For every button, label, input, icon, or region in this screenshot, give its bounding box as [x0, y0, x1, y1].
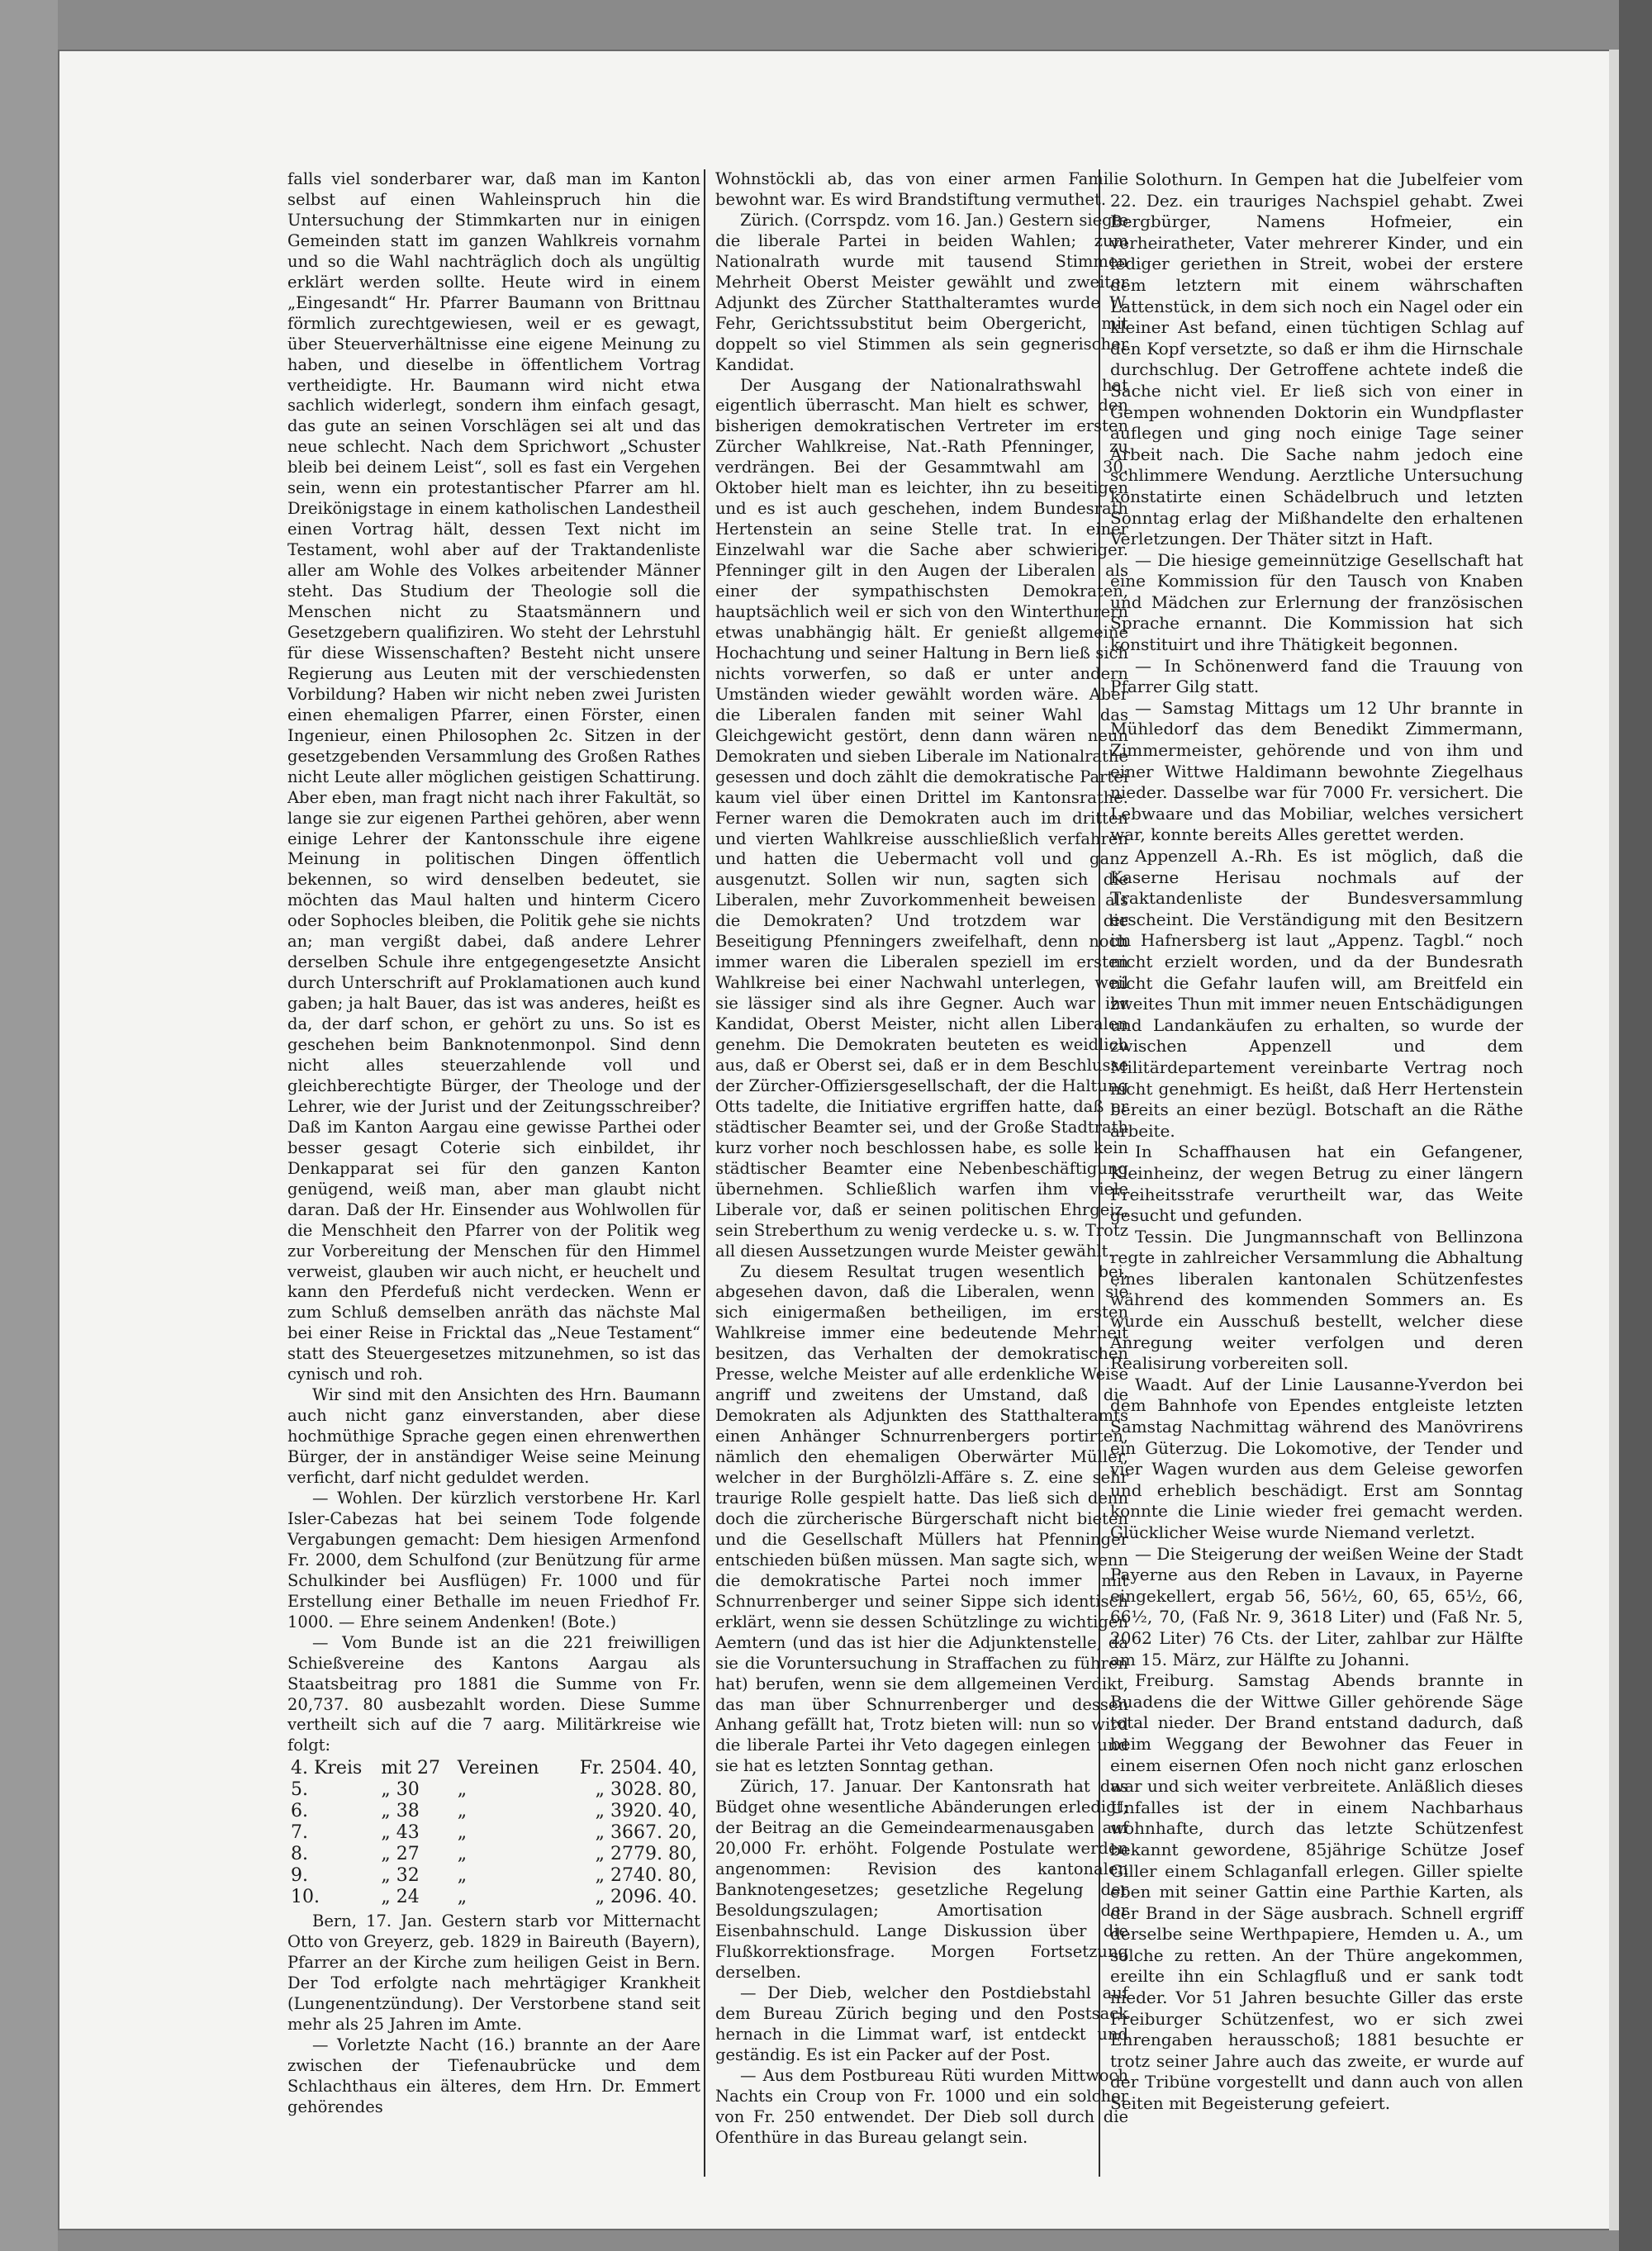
table-cell: „ 3028. 80,	[595, 1779, 697, 1801]
article-appenzell: Appenzell A.-Rh. Es ist möglich, daß die Kaserne Herisau nochmals auf der Traktandenliste der Bundesversammlung erscheint. Die Verständigung mit den Besitzern im Hafnersberg ist laut „Appenz. Tagbl.“ noch nicht erzielt worden, und da der Bundesrath nicht die Gefahr laufen will, am Breitfeld ein zweites Thun mit immer neuen Entschädigungen und Landankäufen zu erhalten, so wurde der zwischen Appenzell und dem Militärdepartement vereinbarte Vertrag noch nicht genehmigt. Es heißt, daß Herr Hertenstein bereits an einer bezügl. Botschaft an die Räthe arbeite.	[1110, 846, 1523, 1141]
table-cell: 10.	[291, 1887, 320, 1908]
article-zuerich: Zürich. (Corrspdz. vom 16. Jan.) Gestern siegte die liberale Partei in beiden Wahlen; zum Nationalrath wurde mit tausend Stimmen Mehrheit Oberst Meister gewählt und zweiter Adjunkt des Zürcher Statthalteramtes wurde W. Fehr, Gerichtssubstitut beim Obergericht, mit doppelt so viel Stimmen als sein gegnerischer Kandidat.	[715, 210, 1128, 374]
table-cell: „	[457, 1779, 468, 1801]
table-cell: „ 3667. 20,	[595, 1822, 697, 1844]
table-cell: Vereinen	[457, 1758, 539, 1779]
table-cell: mit 27	[381, 1758, 441, 1779]
article-text: falls viel sonderbarer war, daß man im Kanton selbst auf einen Wahleinspruch hin die Untersuchung der Stimmkarten nur in einigen Gemeinden statt im ganzen Wahlkreis vornahm und so die Wahl nachträglich doch als ungültig erklärt werden sollte. Heute wird in einem „Eingesandt“ Hr. Pfarrer Baumann von Brittnau förmlich zurechtgewiesen, weil er es gewagt, über Steuerverhältnisse eine eigene Meinung zu haben, und dieselbe in öffentlichem Vortrag vertheidigte. Hr. Baumann wird nicht etwa sachlich widerlegt, sondern ihm einfach gesagt, das gute an seinen Vorschlägen sei alt und das neue schlecht. Nach dem Sprichwort „Schuster bleib bei deinem Leist“, soll es fast ein Vergehen sein, wenn ein protestantischer Pfarrer am hl. Dreikönigstage in einem katholischen Landestheil einen Vortrag hält, dessen Text nicht im Testament, wohl aber auf der Traktandenliste aller am Wohle des Volkes arbeitender Männer steht. Das Studium der Theologie soll die Menschen nicht zu Staatsmännern und Gesetzgebern qualifiziren. Wo steht der Lehrstuhl für diese Wissenschaften? Besteht nicht unsere Regierung aus Leuten mit der verschiedensten Vorbildung? Haben wir nicht neben zwei Juristen einen ehemaligen Pfarrer, einen Förster, einen Ingenieur, einen Philosophen 2c. Sitzen in der gesetzgebenden Versammlung des Großen Rathes nicht Leute aller möglichen geistigen Schattirung. Aber eben, man fragt nicht nach ihrer Fakultät, so lange sie zur eigenen Parthei gehören, aber wenn einige Lehrer der Kantonsschule ihre eigene Meinung in politischen Dingen öffentlich bekennen, so wird denselben bedeutet, sie möchten das Maul halten und hinterm Cicero oder Sophocles bleiben, die Politik gehe sie nichts an; man vergißt dabei, daß andere Lehrer derselben Schule ihre entgegengesetzte Ansicht durch Unterschrift auf Proklamationen auch kund gaben; ja halt Bauer, das ist was anderes, heißt es da, der darf schon, er gehört zu uns. So ist es geschehen beim Banknotenmonpol. Sind denn nicht alles steuerzahlende voll und gleichberechtigte Bürger, der Theologe und der Lehrer, wie der Jurist und der Zeitungsschreiber? Daß im Kanton Aargau eine gewisse Parthei oder besser gesagt Coterie sich einbildet, ihr Denkapparat sei für den ganzen Kanton genügend, weiß man, aber man glaubt nicht daran. Daß der Hr. Einsender aus Wohlwollen für die Menschheit den Pfarrer von der Politik weg zur Vorbereitung der Menschen für den Himmel verweist, glauben wir auch nicht, er heuchelt und kann den Pferdefuß nicht verdecken. Wenn er zum Schluß demselben anräth das nächste Mal bei einer Reise in Fricktal das „Neue Testament“ statt des Steuergesetzes mitzunehmen, so ist das cynisch und roh.	[287, 169, 700, 1384]
article-weinsteigerung: — Die Steigerung der weißen Weine der Stadt Payerne aus den Reben in Lavaux, in Payerne eingekellert, ergab 56, 56½, 60, 65, 65½, 66, 66½, 70, (Faß Nr. 9, 3618 Liter) und (Faß Nr. 5, 2062 Liter) 76 Cts. der Liter, zahlbar zur Hälfte am 15. März, zur Hälfte zu Johanni.	[1110, 1543, 1523, 1669]
scan-right-margin	[1619, 0, 1652, 2251]
article-schaffhausen: In Schaffhausen hat ein Gefangener, Kleinheinz, der wegen Betrug zu einer längern Freiheitsstrafe verurtheilt war, das Weite gesucht und gefunden.	[1110, 1142, 1523, 1226]
scan-left-margin	[0, 0, 58, 2251]
table-cell: „ 27	[381, 1844, 420, 1865]
article-text: Wir sind mit den Ansichten des Hrn. Baumann auch nicht ganz einverstanden, aber diese hochmüthige Sprache gegen einen ehrenwerthen Bürger, der in anständiger Weise seine Meinung verficht, darf nicht geduldet werden.	[287, 1385, 700, 1488]
table-row	[287, 1887, 700, 1908]
article-bern: Bern, 17. Jan. Gestern starb vor Mitternacht Otto von Greyerz, geb. 1829 in Baireuth (Bayern), Pfarrer an der Kirche zum heiligen Geist in Bern. Der Tod erfolgte nach mehrtägiger Krankheit (Lungenentzündung). Der Verstorbene stand seit mehr als 25 Jahren im Amte.	[287, 1911, 700, 2035]
militaerkreise-table	[287, 1758, 700, 1908]
column-rule-1	[704, 169, 705, 2177]
article-kantonsrath: Zürich, 17. Januar. Der Kantonsrath hat das Büdget ohne wesentliche Abänderungen erledigt; der Beitrag an die Gemeindearmenausgaben auf 20,000 Fr. erhöht. Folgende Postulate werden angenommen: Revision des kantonalen Banknotengesetzes; gesetzliche Regelung der Besoldungszulagen; Amortisation der Eisenbahnschuld. Lange Diskussion über die Flußkorrektionsfrage. Morgen Fortsetzung derselben.	[715, 1777, 1128, 1982]
article-gesellschaft: — Die hiesige gemeinnützige Gesellschaft hat eine Kommission für den Tausch von Knaben und Mädchen zur Erlernung der französischen Sprache ernannt. Die Kommission hat sich konstituirt und ihre Thätigkeit begonnen.	[1110, 549, 1523, 655]
table-row	[287, 1779, 700, 1801]
column-1	[287, 169, 700, 2118]
article-resultat: Zu diesem Resultat trugen wesentlich bei, abgesehen davon, daß die Liberalen, wenn sie sich einigermaßen betheiligen, im ersten Wahlkreise immer eine bedeutende Mehrheit besitzen, das Verhalten der demokratischen Presse, welche Meister auf alle erdenkliche Weise angriff und zweitens der Umstand, daß die Demokraten als Adjunkten des Statthalteramts einen Anhänger Schnurrenbergers portirten, nämlich den ehemaligen Oberwärter Müller, welcher in der Burghölzli-Affäre s. Z. eine sehr traurige Rolle gespielt hatte. Das ließ sich denn doch die zürcherische Bürgerschaft nicht bieten und die Gesellschaft Müllers hat Pfenninger entschieden büßen müssen. Man sagte sich, wenn die demokratische Partei noch immer mit Schnurrenberger und seiner Sippe sich identisch erklärt, wenn sie dessen Schützlinge zu wichtigen Aemtern (und das ist hier die Adjunktenstelle, da sie die Voruntersuchung in Straffachen zu führen hat) berufen, wenn sie dem allgemeinen Verdikt, das man über Schnurrenberger und dessen Anhang gefällt hat, Trotz bieten will: nun so wird die liberale Partei ihr Veto dagegen einlegen und sie hat es letzten Sonntag gethan.	[715, 1261, 1128, 1776]
table-cell: 7.	[291, 1822, 308, 1844]
table-cell: 8.	[291, 1844, 308, 1865]
table-cell: 9.	[291, 1865, 308, 1887]
article-brand-aare: — Vorletzte Nacht (16.) brannte an der Aare zwischen der Tiefenaubrücke und dem Schlachthaus ein älteres, dem Hrn. Dr. Emmert gehörendes	[287, 2035, 700, 2116]
table-cell: „ 43	[381, 1822, 420, 1844]
table-row	[287, 1822, 700, 1844]
table-cell: „ 38	[381, 1801, 420, 1822]
article-schoenenwerd: — In Schönenwerd fand die Trauung von Pfarrer Gilg statt.	[1110, 655, 1523, 697]
page-edge	[1609, 50, 1619, 2230]
article-solothurn: Solothurn. In Gempen hat die Jubelfeier vom 22. Dez. ein trauriges Nachspiel gehabt. Zwei Bergbürger, Namens Hofmeier, ein verheiratheter, Vater mehrerer Kinder, und ein lediger geriethen in Streit, wobei der erstere dem letztern mit einem währschaften Lattenstück, in dem sich noch ein Nagel oder ein kleiner Ast befand, einen tüchtigen Schlag auf den Kopf versetzte, so daß er ihm die Hirnschale durchschlug. Der Getroffene achtete indeß die Sache nicht viel. Er ließ sich von einer in Gempen wohnenden Doktorin ein Wundpflaster auflegen und ging noch einige Tage seiner Arbeit nach. Die Sache nahm jedoch eine schlimmere Wendung. Aerztliche Untersuchung konstatirte einen Schädelbruch und letzten Sonntag erlag der Mißhandelte den erhaltenen Verletzungen. Der Thäter sitzt in Haft.	[1110, 169, 1523, 549]
table-cell: „ 2740. 80,	[595, 1865, 697, 1887]
table-cell: „	[457, 1822, 468, 1844]
article-rueti: — Aus dem Postbureau Rüti wurden Mittwoch Nachts ein Croup von Fr. 1000 und ein solcher von Fr. 250 entwendet. Der Dieb soll durch die Ofenthüre in das Bureau gelangt sein.	[715, 2065, 1128, 2147]
table-cell: „ 2096. 40.	[595, 1887, 697, 1908]
table-cell: 4. Kreis	[291, 1758, 363, 1779]
article-schiessvereine: — Vom Bunde ist an die 221 freiwilligen Schießvereine des Kantons Aargau als Staatsbeitrag pro 1881 die Summe von Fr. 20,737. 80 ausbezahlt worden. Diese Summe vertheilt sich auf die 7 aarg. Militärkreise wie folgt:	[287, 1632, 700, 1755]
table-cell: „ 24	[381, 1887, 420, 1908]
table-cell: „	[457, 1844, 468, 1865]
article-wohlen: — Wohlen. Der kürzlich verstorbene Hr. Karl Isler-Cabezas hat bei seinem Tode folgende Vergabungen gemacht: Dem hiesigen Armenfond Fr. 2000, dem Schulfond (zur Benützung für arme Schulkinder bei Ausflügen) Fr. 1000 und für Erstellung einer Bethalle im neuen Friedhof Fr. 1000. — Ehre seinem Andenken! (Bote.)	[287, 1489, 700, 1631]
table-cell: „ 3920. 40,	[595, 1801, 697, 1822]
table-cell: „	[457, 1887, 468, 1908]
table-cell: „ 2779. 80,	[595, 1844, 697, 1865]
table-cell: „ 30	[381, 1779, 420, 1801]
table-cell: 6.	[291, 1801, 308, 1822]
table-cell: „	[457, 1865, 468, 1887]
table-row	[287, 1865, 700, 1887]
article-freiburg: Freiburg. Samstag Abends brannte in Buadens die der Wittwe Giller gehörende Säge total nieder. Der Brand entstand dadurch, daß beim Weggang der Bewohner das Feuer in einem eisernen Ofen noch nicht ganz erloschen war und sich weiter verbreitete. Anläßlich dieses Unfalles ist der in einem Nachbarhaus wohnhafte, durch das letzte Schützenfest bekannt gewordene, 85jährige Schütze Josef Giller einem Schlaganfall erlegen. Giller spielte eben mit seiner Gattin eine Parthie Karten, als der Brand in der Säge ausbrach. Schnell ergriff derselbe seine Werthpapiere, Hemden u. A., um solche zu retten. An der Thüre angekommen, ereilte ihn ein Schlagfluß und er sank todt nieder. Vor 51 Jahren besuchte Giller das erste Freiburger Schützenfest, wo er sich zwei Ehrengaben herausschoß; 1881 besuchte er trotz seiner Jahre auch das zweite, er wurde auf der Tribüne vorgestellt und dann auch von allen Seiten mit Begeisterung gefeiert.	[1110, 1670, 1523, 2114]
article-tessin: Tessin. Die Jungmannschaft von Bellinzona regte in zahlreicher Versammlung die Abhaltung eines liberalen kantonalen Schützenfestes während des kommenden Sommers an. Es wurde ein Ausschuß bestellt, welcher diese Anregung weiter verfolgen und deren Realisirung vorbereiten soll.	[1110, 1226, 1523, 1374]
article-nationalratswahl: Der Ausgang der Nationalrathswahl hat eigentlich überrascht. Man hielt es schwer, den bisherigen demokratischen Vertreter im ersten Zürcher Wahlkreise, Nat.-Rath Pfenninger, zu verdrängen. Bei der Gesammtwahl am 30. Oktober hielt man es leichter, ihn zu beseitigen und es ist auch geschehen, indem Bundesrath Hertenstein an seine Stelle trat. In einer Einzelwahl war die Sache aber schwieriger. Pfenninger gilt in den Augen der Liberalen als einer der sympathischsten Demokraten, hauptsächlich weil er sich von den Winterthurern etwas unabhängig hält. Er genießt allgemeine Hochachtung und seiner Haltung in Bern ließ sich nichts vorwerfen, so daß er unter andern Umständen wieder gewählt worden wäre. Aber die Liberalen fanden mit seiner Wahl das Gleichgewicht gestört, denn dann wären neun Demokraten und sieben Liberale im Nationalrathe gesessen und doch zählt die demokratische Partei kaum viel über einen Drittel im Kantonsrathe. Ferner waren die Demokraten auch im dritten und vierten Wahlkreise ausschließlich verfahren und hatten die Uebermacht voll und ganz ausgenutzt. Sollen wir nun, sagten sich die Liberalen, mehr Zuvorkommenheit beweisen als die Demokraten? Und trotzdem war die Beseitigung Pfenningers zweifelhaft, denn noch immer waren die Liberalen speziell im ersten Wahlkreise bei einer Nachwahl unterlegen, weil sie lässiger sind als ihre Gegner. Auch war ihr Kandidat, Oberst Meister, nicht allen Liberalen genehm. Die Demokraten beuteten es weidlich aus, daß er Oberst sei, daß er in dem Beschlusse der Zürcher-Offiziersgesellschaft, der die Haltung Otts tadelte, die Initiative ergriffen hatte, daß er städtischer Beamter sei, und der Große Stadtrath kurz vorher noch beschlossen habe, es solle kein städtischer Beamter eine Nebenbeschäftigung übernehmen. Schließlich warfen ihm viele Liberale vor, daß er seinen politischen Ehrgeiz, sein Streberthum zu wenig verdecke u. s. w. Trotz all diesen Aussetzungen wurde Meister gewählt.	[715, 375, 1128, 1261]
article-waadt: Waadt. Auf der Linie Lausanne-Yverdon bei dem Bahnhofe von Ependes entgleiste letzten Samstag Nachmittag während des Manövrirens ein Güterzug. Die Lokomotive, der Tender und vier Wagen wurden aus dem Geleise geworfen und erheblich beschädigt. Erst am Sonntag konnte die Linie wieder frei gemacht werden. Glücklicher Weise wurde Niemand verletzt.	[1110, 1374, 1523, 1542]
article-postdiebstahl: — Der Dieb, welcher den Postdiebstahl auf dem Bureau Zürich beging und den Postsack hernach in die Limmat warf, ist entdeckt und geständig. Es ist ein Packer auf der Post.	[715, 1983, 1128, 2064]
table-row	[287, 1758, 700, 1779]
table-cell: „	[457, 1801, 468, 1822]
article-text: Wohnstöckli ab, das von einer armen Familie bewohnt war. Es wird Brandstiftung vermuthet.	[715, 169, 1128, 209]
column-3	[1110, 169, 1523, 2115]
table-cell: Fr. 2504. 40,	[579, 1758, 697, 1779]
table-cell: „ 32	[381, 1865, 420, 1887]
column-2	[715, 169, 1128, 2149]
table-row	[287, 1844, 700, 1865]
table-row	[287, 1801, 700, 1822]
table-cell: 5.	[291, 1779, 308, 1801]
article-muehledorf: — Samstag Mittags um 12 Uhr brannte in Mühledorf das dem Benedikt Zimmermann, Zimmermeister, gehörende und von ihm und einer Wittwe Haldimann bewohnte Ziegelhaus nieder. Dasselbe war für 7000 Fr. versichert. Die Lebwaare und das Mobiliar, welches versichert war, konnte bereits Alles gerettet werden.	[1110, 697, 1523, 845]
